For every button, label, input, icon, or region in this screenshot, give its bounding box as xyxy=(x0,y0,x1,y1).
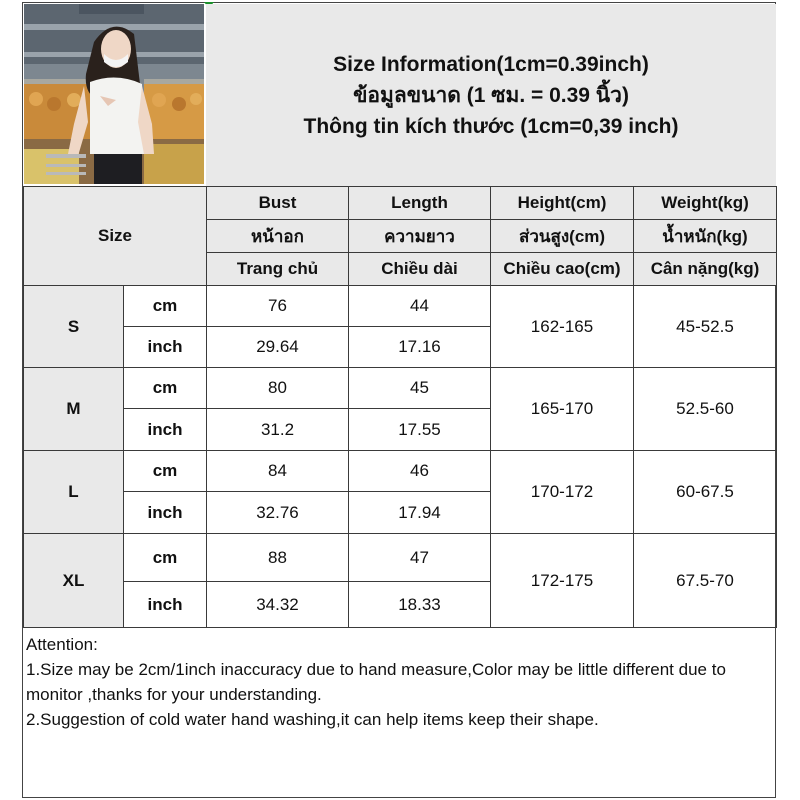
header-length-en: Length xyxy=(349,187,491,220)
length-inch-cell: 17.55 xyxy=(349,409,491,451)
attention-title: Attention: xyxy=(26,635,98,654)
bust-inch-cell: 31.2 xyxy=(207,409,349,451)
table-row xyxy=(24,451,777,492)
bust-cm-cell: 88 xyxy=(207,534,349,582)
header-length-vi: Chiều dài xyxy=(349,253,491,286)
length-inch-cell: 17.16 xyxy=(349,327,491,368)
height-cell: 165-170 xyxy=(491,368,634,451)
height-cell: 162-165 xyxy=(491,286,634,368)
size-label-xl: XL xyxy=(24,534,124,628)
unit-cm: cm xyxy=(124,534,207,582)
product-photo xyxy=(24,4,204,184)
weight-cell: 60-67.5 xyxy=(634,451,777,534)
attention-note-1: 1.Size may be 2cm/1inch inaccuracy due to hand measure,Color may be little different due to monitor ,thanks for your understanding. xyxy=(26,660,726,704)
length-cm-cell: 46 xyxy=(349,451,491,492)
unit-inch: inch xyxy=(124,492,207,534)
unit-inch: inch xyxy=(124,582,207,628)
header-weight-vi: Cân nặng(kg) xyxy=(634,253,777,286)
bust-inch-cell: 29.64 xyxy=(207,327,349,368)
bust-cm-cell: 76 xyxy=(207,286,349,327)
header-line-english: Size Information(1cm=0.39inch) xyxy=(333,52,649,76)
size-label-m: M xyxy=(24,368,124,451)
size-column-title: Size xyxy=(24,187,207,286)
unit-cm: cm xyxy=(124,286,207,327)
size-label-l: L xyxy=(24,451,124,534)
attention-note-2: 2.Suggestion of cold water hand washing,it can help items keep their shape. xyxy=(26,710,599,729)
size-information-header xyxy=(206,4,776,186)
unit-cm: cm xyxy=(124,368,207,409)
length-cm-cell: 44 xyxy=(349,286,491,327)
weight-cell: 67.5-70 xyxy=(634,534,777,628)
table-row xyxy=(24,286,777,327)
unit-inch: inch xyxy=(124,409,207,451)
header-bust-vi: Trang chủ xyxy=(207,253,349,286)
unit-inch: inch xyxy=(124,327,207,368)
size-label-s: S xyxy=(24,286,124,368)
header-height-en: Height(cm) xyxy=(491,187,634,220)
header-height-th: ส่วนสูง(cm) xyxy=(491,220,634,253)
length-cm-cell: 45 xyxy=(349,368,491,409)
header-line-thai: ข้อมูลขนาด (1 ซม. = 0.39 นิ้ว) xyxy=(353,83,629,107)
header-weight-en: Weight(kg) xyxy=(634,187,777,220)
bust-inch-cell: 34.32 xyxy=(207,582,349,628)
table-row xyxy=(24,534,777,582)
length-cm-cell: 47 xyxy=(349,534,491,582)
weight-cell: 45-52.5 xyxy=(634,286,777,368)
bust-inch-cell: 32.76 xyxy=(207,492,349,534)
header-bust-th: หน้าอก xyxy=(207,220,349,253)
size-chart-table xyxy=(23,186,777,628)
weight-cell: 52.5-60 xyxy=(634,368,777,451)
header-bust-en: Bust xyxy=(207,187,349,220)
unit-cm: cm xyxy=(124,451,207,492)
bust-cm-cell: 80 xyxy=(207,368,349,409)
attention-notes xyxy=(26,632,774,732)
length-inch-cell: 18.33 xyxy=(349,582,491,628)
table-row xyxy=(24,368,777,409)
header-weight-th: น้ำหนัก(kg) xyxy=(634,220,777,253)
height-cell: 170-172 xyxy=(491,451,634,534)
bust-cm-cell: 84 xyxy=(207,451,349,492)
length-inch-cell: 17.94 xyxy=(349,492,491,534)
header-height-vi: Chiều cao(cm) xyxy=(491,253,634,286)
header-line-vietnamese: Thông tin kích thước (1cm=0,39 inch) xyxy=(303,114,679,138)
height-cell: 172-175 xyxy=(491,534,634,628)
header-length-th: ความยาว xyxy=(349,220,491,253)
product-photo-illustration xyxy=(24,4,204,184)
